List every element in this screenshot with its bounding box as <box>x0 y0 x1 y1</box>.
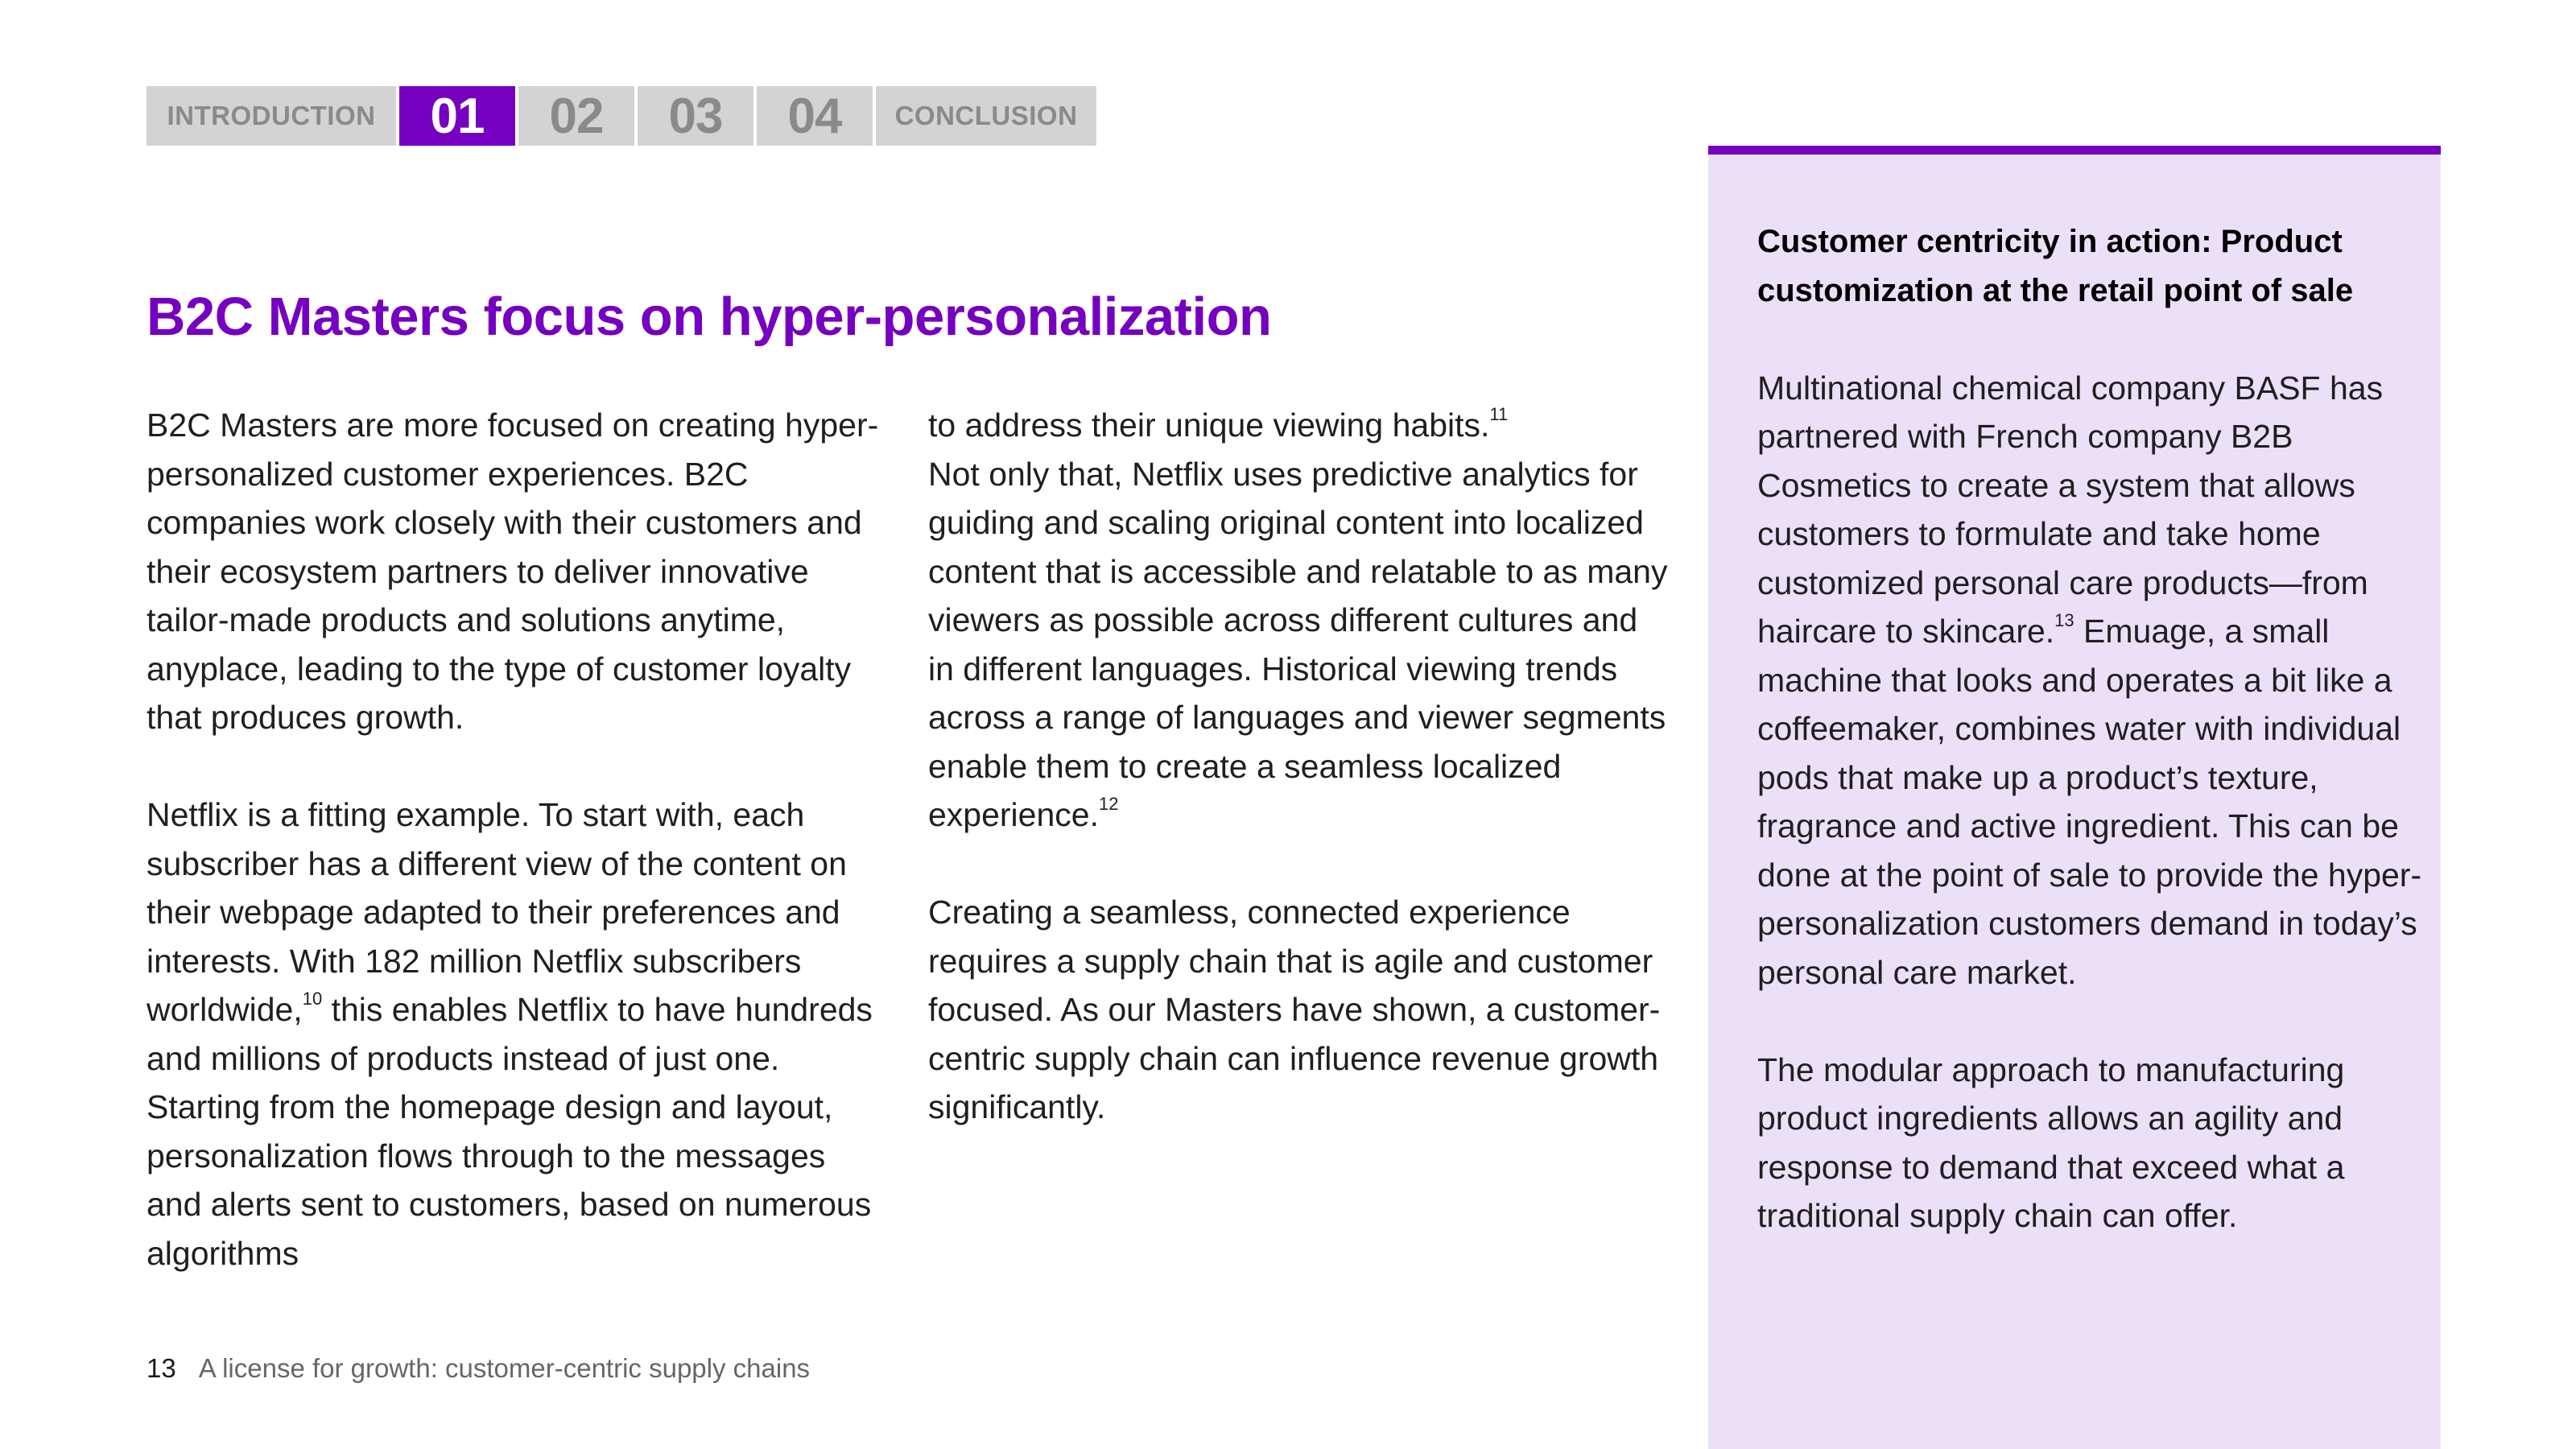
sidebar-title: Customer centricity in action: Product customization at the retail point of sale <box>1757 224 2354 308</box>
body-column-2 <box>928 401 1669 1180</box>
paragraph: Multinational chemical company BASF has partnered with French company B2B Cosmetics to create a system that allows customers to formulate and take home customized personal care products—from haircare to skincare.$^{13}$ Emuage, a small machine that looks and operates a bit like a coffeemaker, combines water with individual pods that make up a product’s texture, fragrance and active ingredient. This can be done at the point of sale to provide the hyper-personalization customers demand in today’s personal care market. <box>1757 369 2422 991</box>
footnote-ref[interactable]: 12 <box>1098 794 1119 814</box>
paragraph: to address their unique viewing habits.$^{11}$ Not only that, Netflix uses predictive analytics for guiding and scaling original content into localized content that is accessible and relatable to as many viewers as possible across different cultures and in different languages. Historical viewing trends across a range of languages and viewer segments enable them to create a seamless localized experience.$^{12}$ <box>928 404 1668 833</box>
page-title: B2C Masters focus on hyper-personalization <box>147 287 1272 347</box>
tab-conclusion[interactable]: CONCLUSION <box>876 86 1096 146</box>
page-number: 13 <box>147 1353 176 1383</box>
paragraph: Creating a seamless, connected experience requires a supply chain that is agile and customer focused. As our Masters have shown, a customer-centric supply chain can influence revenue growth significantly. <box>928 894 1661 1125</box>
tab-02[interactable]: 02 <box>518 86 634 146</box>
body-column-1 <box>147 401 887 1327</box>
footnote-ref[interactable]: 10 <box>302 989 323 1009</box>
paragraph: B2C Masters are more focused on creating hyper-personalized customer experiences. B2C companies work closely with their customers and their ecosystem partners to deliver innovative tailor-made products and solutions anytime, anyplace, leading to the type of customer loyalty that produces growth. <box>147 407 879 736</box>
page-footer <box>147 1353 810 1384</box>
paragraph: Netflix is a fitting example. To start with, each subscriber has a different view of the content on their webpage adapted to their preferences and interests. With 182 million Netflix subscribers worldwide,$^{10}$ this enables Netflix to have hundreds and millions of products instead of just one. Starting from the homepage design and layout, personalization flows through to the messages and alerts sent to customers, based on numerous algorithms <box>147 796 873 1272</box>
tab-04[interactable]: 04 <box>757 86 873 146</box>
section-nav <box>147 86 1100 146</box>
footnote-ref[interactable]: 11 <box>1489 404 1509 424</box>
footnote-ref[interactable]: 13 <box>2054 610 2074 630</box>
sidebar-callout <box>1708 146 2441 1449</box>
footer-text: A license for growth: customer-centric supply chains <box>198 1353 811 1383</box>
tab-01[interactable]: 01 <box>399 86 515 146</box>
paragraph: The modular approach to manufacturing product ingredients allows an agility and response to demand that exceed what a traditional supply chain can offer. <box>1757 1051 2345 1234</box>
tab-introduction[interactable]: INTRODUCTION <box>147 86 396 146</box>
tab-03[interactable]: 03 <box>638 86 753 146</box>
